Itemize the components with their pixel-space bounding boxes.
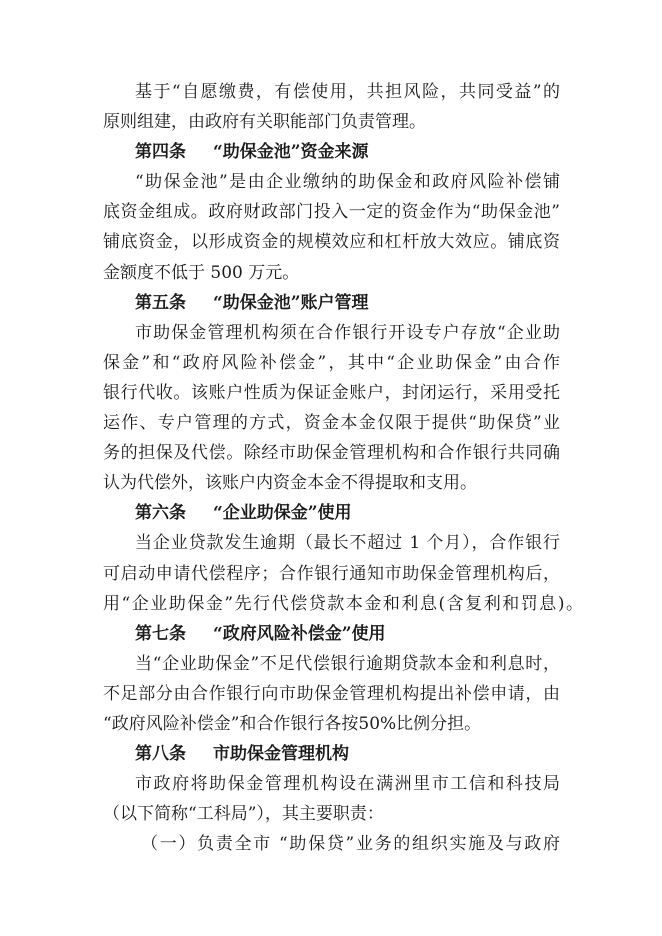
article-title: “助保金池”资金来源 [213, 142, 369, 163]
body-line: 铺底资金，以形成资金的规模效应和杠杆放大效应。铺底资 [103, 232, 560, 253]
body-line: （以下简称“工科局”），其主要职责： [103, 804, 384, 825]
body-line: “政府风险补偿金”和合作银行各按50%比例分担。 [103, 713, 482, 734]
article-title: “企业助保金”使用 [213, 503, 352, 524]
article-number: 第五条 [135, 292, 186, 313]
body-line: 保金”和“政府风险补偿金”，其中“企业助保金”由合作 [103, 352, 560, 373]
article-number: 第四条 [135, 142, 186, 163]
article-heading [103, 739, 560, 769]
list-item: （一）负责全市 “助保贷”业务的组织实施及与政府 [141, 834, 560, 855]
body-line: 底资金组成。政府财政部门投入一定的资金作为“助保金池” [103, 202, 560, 223]
article-number: 第七条 [135, 623, 186, 644]
body-line: 银行代收。该账户性质为保证金账户，封闭运行，采用受托 [103, 382, 560, 403]
article-title: “助保金池”账户管理 [213, 292, 369, 313]
body-line: 认为代偿外，该账户内资金本金不得提取和支用。 [103, 473, 477, 494]
body-line: 当“企业助保金”不足代偿银行逾期贷款本金和利息时， [135, 653, 560, 674]
article-title: “政府风险补偿金”使用 [213, 623, 386, 644]
article-number: 第八条 [135, 744, 186, 765]
body-line: 当企业贷款发生逾期（最长不超过 1 个月），合作银行 [135, 533, 560, 554]
body-line: 基于“自愿缴费，有偿使用，共担风险，共同受益”的 [135, 82, 560, 102]
body-line: 市助保金管理机构须在合作银行开设专户存放“企业助 [135, 322, 560, 343]
article-title: 市助保金管理机构 [213, 744, 349, 765]
body-line: 可启动申请代偿程序；合作银行通知市助保金管理机构后， [103, 563, 560, 584]
document-page [103, 77, 583, 859]
body-line: 金额度不低于 500 万元。 [103, 262, 300, 283]
body-line: 原则组建，由政府有关职能部门负责管理。 [103, 112, 426, 133]
body-line: 运作、专户管理的方式，资金本金仅限于提供“助保贷”业 [103, 413, 560, 434]
body-line: 不足部分由合作银行向市助保金管理机构提出补偿申请，由 [103, 683, 560, 704]
article-heading [103, 137, 560, 167]
article-heading [103, 288, 560, 318]
article-number: 第六条 [135, 503, 186, 524]
body-line: “助保金池”是由企业缴纳的助保金和政府风险补偿铺 [135, 172, 560, 193]
body-line: 市政府将助保金管理机构设在满洲里市工信和科技局 [135, 774, 560, 795]
article-heading [103, 498, 560, 528]
article-heading [103, 619, 560, 649]
body-line: 务的担保及代偿。除经市助保金管理机构和合作银行共同确 [103, 443, 560, 464]
body-line: 用“企业助保金”先行代偿贷款本金和利息(含复利和罚息)。 [103, 593, 583, 614]
